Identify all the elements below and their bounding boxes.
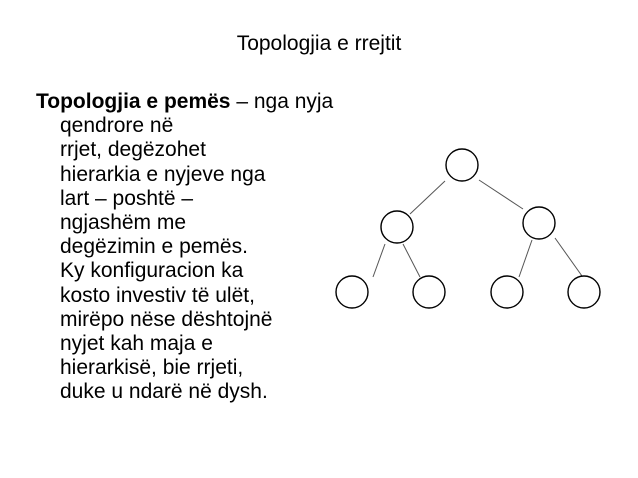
edge-left-right: [403, 244, 420, 277]
tree-node-left: [381, 211, 413, 243]
edge-right-right-right: [555, 238, 582, 276]
paragraph-line: hierarkisë, bie rrjeti,: [60, 356, 244, 380]
paragraph-line: Ky konfiguracion ka: [60, 259, 244, 283]
tree-nodes: [336, 149, 600, 308]
edge-root-left: [410, 181, 445, 214]
topology-term: Topologjia e pemës: [36, 90, 231, 113]
tree-node-left-left: [336, 276, 368, 308]
paragraph-line: nga nyja qendrore në: [60, 90, 334, 138]
paragraph-line: ngjashëm me: [60, 211, 187, 235]
tree-node-left-right: [413, 276, 445, 308]
paragraph-line: duke u ndarë në dysh.: [60, 380, 268, 404]
paragraph-line: rrjet, degëzohet: [60, 138, 206, 162]
edge-root-right: [479, 180, 523, 209]
term-separator: –: [230, 90, 254, 113]
tree-node-right: [523, 207, 555, 239]
edge-left-left-left: [373, 244, 385, 277]
paragraph-line: kosto investiv të ulët,: [60, 283, 255, 307]
paragraph-line: degëzimin e pemës.: [60, 235, 248, 259]
paragraph-line: hierarkia e nyjeve nga: [60, 162, 266, 186]
tree-node-right-left: [491, 276, 523, 308]
tree-node-right-right: [568, 276, 600, 308]
paragraph-line: nyjet kah maja e: [60, 332, 213, 356]
edge-right-right-left: [519, 240, 532, 277]
slide-title: Topologjia e rrejtit: [236, 32, 402, 55]
tree-node-root: [446, 149, 478, 181]
paragraph-line: mirëpo nëse dështojnë: [60, 307, 273, 331]
paragraph-line: lart – poshtë –: [60, 186, 194, 210]
